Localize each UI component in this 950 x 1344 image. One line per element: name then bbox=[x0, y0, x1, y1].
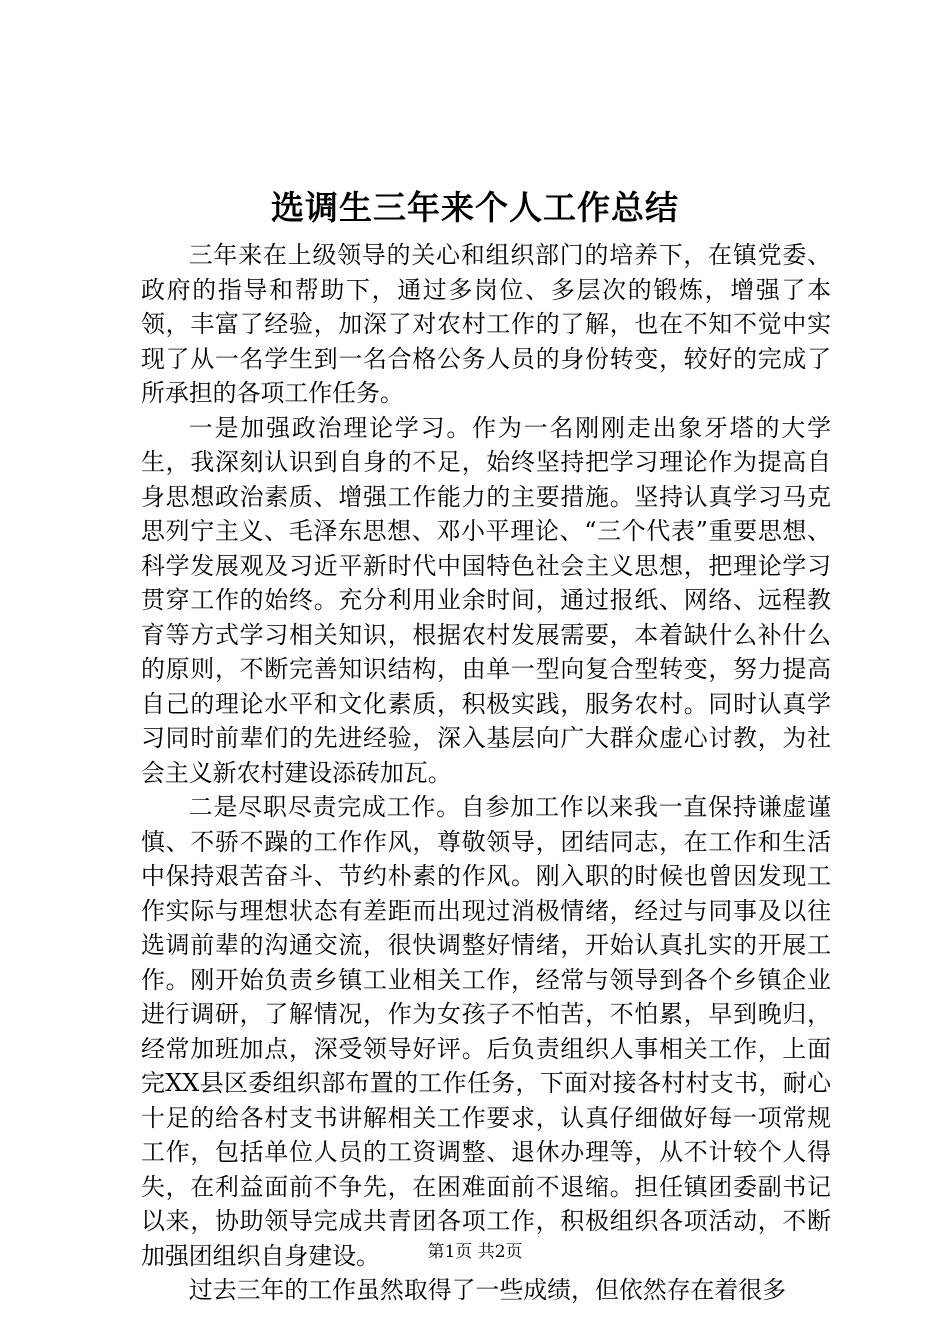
page-number-footer: 第1页 共2页 bbox=[427, 1242, 523, 1262]
paragraph-shortcomings: 过去三年的工作虽然取得了一些成绩，但依然存在着很多 bbox=[188, 1276, 787, 1304]
paragraph-work-duties: 二是尽职尽责完成工作。自参加工作以来我一直保持谦虚谨慎、不骄不躁的工作作风，尊敬领导，团结同志，在工作和生活中保持艰苦奋斗、节约朴素的作风。刚入职的时候也曾因发现工作实际与理想状态有差距而出现过消极情绪，经过与同事及以往选调前辈的沟通交流，很快调整好情绪，开始认真扎实的开展工作。刚开始负责乡镇工业相关工作，经常与领导到各个乡镇企业进行调研，了解情况，作为女孩子不怕苦，不怕累，早到晚归，经常加班加点，深受领导好评。后负责组织人事相关工作，上面完XX县区委组织部布置的工作任务，下面对接各村村支书，耐心十足的给各村支书讲解相关工作要求，认真仔细做好每一项常规工作，包括单位人员的工资调整、退休办理等，从不计较个人得失，在利益面前不争先，在困难面前不退缩。担任镇团委副书记以来，协助领导完成共青团各项工作，积极组织各项活动，不断加强团组织自身建设。 bbox=[141, 793, 831, 1270]
paragraph-political-study: 一是加强政治理论学习。作为一名刚刚走出象牙塔的大学生，我深刻认识到自身的不足，始终坚持把学习理论作为提高自身思想政治素质、增强工作能力的主要措施。坚持认真学习马克思列宁主义、毛泽东思想、邓小平理论、“三个代表”重要思想、科学发展观及习近平新时代中国特色社会主义思想，把理论学习贯穿工作的始终。充分利用业余时间，通过报纸、网络、远程教育等方式学习相关知识，根据农村发展需要，本着缺什么补什么的原则，不断完善知识结构，由单一型向复合型转变，努力提高自己的理论水平和文化素质，积极实践，服务农村。同时认真学习同时前辈们的先进经验，深入基层向广大群众虚心讨教，为社会主义新农村建设添砖加瓦。 bbox=[141, 413, 831, 787]
paragraph-intro: 三年来在上级领导的关心和组织部门的培养下，在镇党委、政府的指导和帮助下，通过多岗位、多层次的锻炼，增强了本领，丰富了经验，加深了对农村工作的了解，也在不知不觉中实现了从一名学生到一名合格公务人员的身份转变，较好的完成了所承担的各项工作任务。 bbox=[141, 241, 831, 407]
document-body bbox=[141, 238, 831, 1308]
page-title: 选调生三年来个人工作总结 bbox=[271, 188, 679, 227]
